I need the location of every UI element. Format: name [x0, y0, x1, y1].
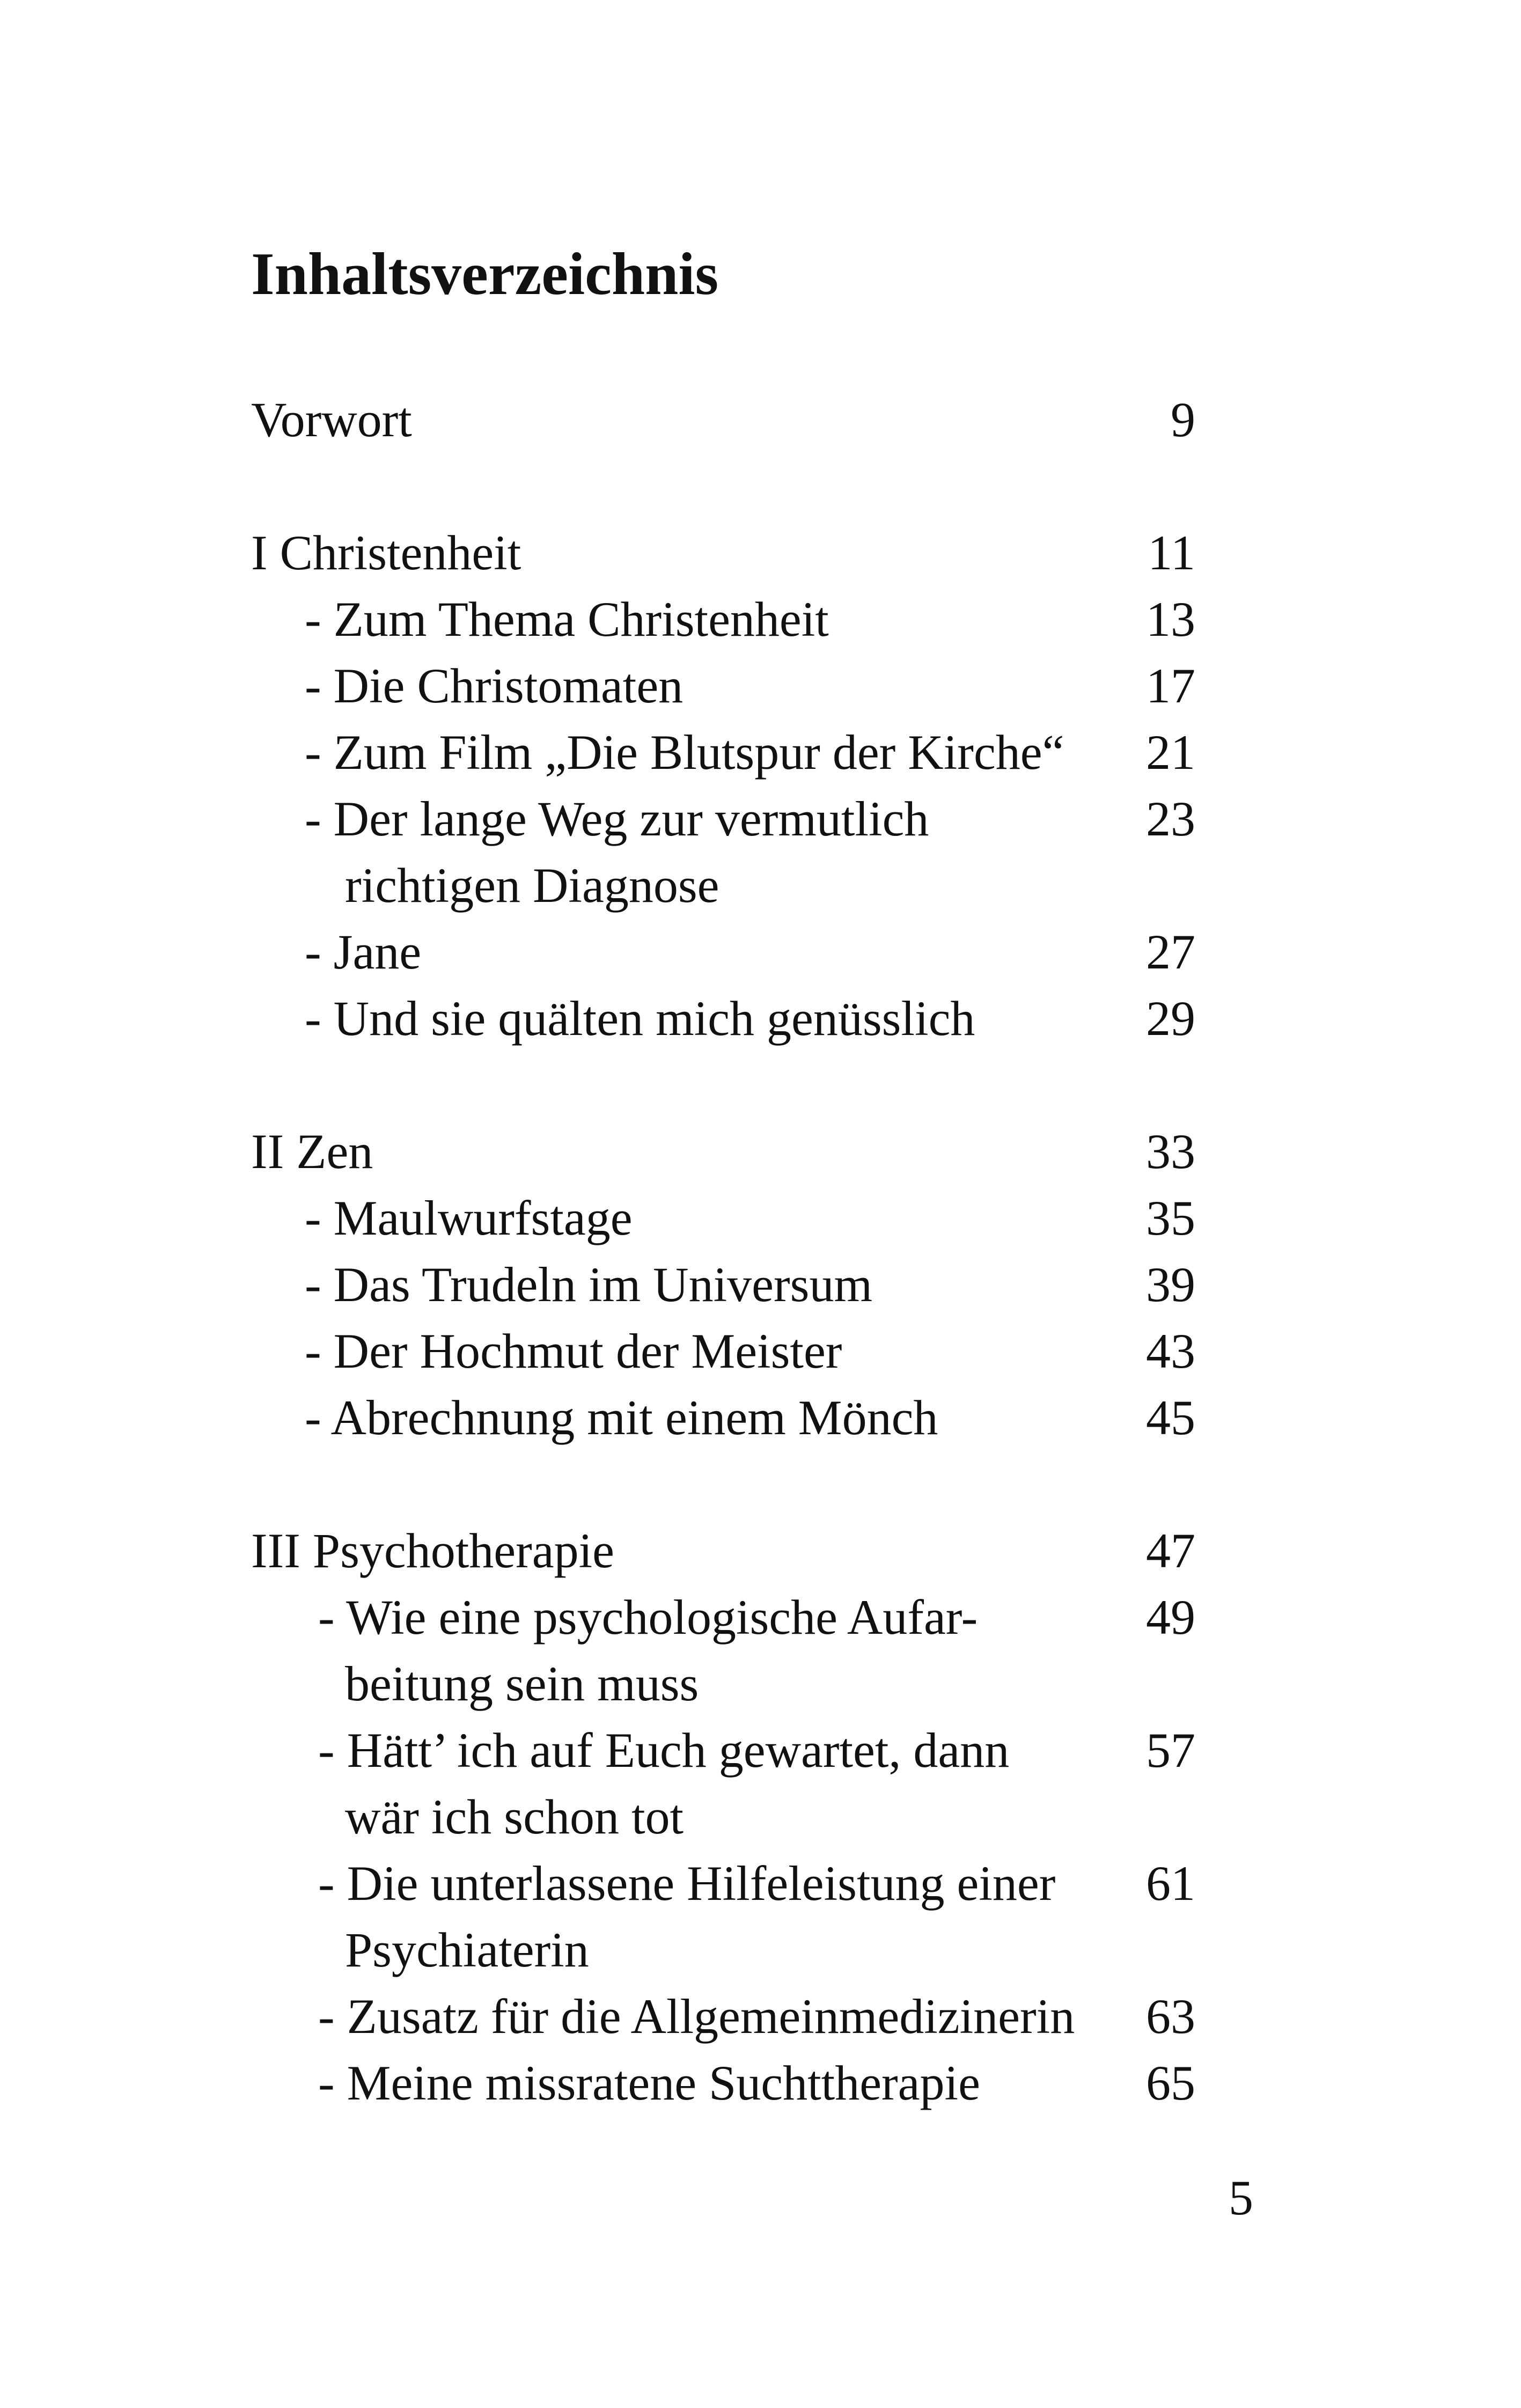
toc-entry-label: - Der lange Weg zur vermutlich: [305, 791, 929, 846]
toc-entry-label-continued: Psychiaterin: [345, 1922, 589, 1977]
toc-entry-label: Vorwort: [251, 392, 412, 447]
toc-section-psychotherapie: [251, 1517, 1195, 1584]
toc-section-label: II Zen: [251, 1124, 373, 1179]
toc-entry-label: - Maulwurfstage: [305, 1191, 633, 1245]
toc-entry-label: - Hätt’ ich auf Euch gewartet, dann: [318, 1723, 1010, 1778]
toc-section-zen: [251, 1118, 1195, 1185]
toc-entry-label: - Und sie quälten mich genüsslich: [305, 991, 975, 1046]
toc-entry: [251, 2050, 1195, 2116]
toc-entry-label: - Meine missratene Suchttherapie: [318, 2055, 980, 2110]
toc-entry-vorwort: [251, 386, 1195, 453]
toc-entry-label: - Die unterlassene Hilfeleistung einer: [318, 1856, 1056, 1911]
toc-entry-label: - Zum Film „Die Blutspur der Kirche“: [305, 725, 1064, 780]
toc-entry-label-continued: richtigen Diagnose: [345, 858, 719, 913]
toc-entry-page: 45: [1146, 1390, 1195, 1445]
toc-entry-continuation: [251, 1650, 1195, 1717]
toc-entry: [251, 1318, 1195, 1384]
toc-entry-label: - Wie eine psychologische Aufar-: [318, 1590, 978, 1645]
toc-entry: [251, 719, 1195, 785]
toc-entry: [251, 1251, 1195, 1318]
toc-entry-label: - Zum Thema Christenheit: [305, 592, 829, 647]
toc-entry-page: 23: [1146, 791, 1195, 846]
page-number: 5: [1229, 2170, 1253, 2225]
toc-section-label: I Christenheit: [251, 525, 521, 580]
toc-entry: [251, 586, 1195, 652]
toc-entry-page: 29: [1146, 991, 1195, 1046]
toc-entry-page: 63: [1146, 1989, 1195, 2044]
toc-section-page: 47: [1146, 1523, 1195, 1578]
toc-entry: [251, 1850, 1195, 1917]
page-title: Inhaltsverzeichnis: [251, 241, 719, 307]
toc-entry-page: 17: [1146, 658, 1195, 713]
toc-entry-label: - Jane: [305, 924, 422, 979]
toc-entry-page: 43: [1146, 1324, 1195, 1378]
toc-section-label: III Psychotherapie: [251, 1523, 614, 1578]
toc-entry-label: - Zusatz für die Allgemeinmedizinerin: [318, 1989, 1075, 2044]
toc-entry-page: 57: [1146, 1723, 1195, 1778]
toc-entry-page: 13: [1146, 592, 1195, 647]
toc-entry-label: - Abrechnung mit einem Mönch: [305, 1390, 938, 1445]
toc-entry-page: 65: [1146, 2055, 1195, 2110]
toc-section-page: 33: [1146, 1124, 1195, 1179]
toc-entry-page: 39: [1146, 1257, 1195, 1312]
toc-entry-label-continued: beitung sein muss: [345, 1656, 699, 1711]
toc-section-christenheit: [251, 519, 1195, 586]
toc-entry-page: 9: [1171, 392, 1195, 447]
toc-entry-continuation: [251, 1783, 1195, 1850]
toc-entry-page: 61: [1146, 1856, 1195, 1911]
toc-section-page: 11: [1148, 525, 1195, 580]
toc-entry: [251, 1717, 1195, 1783]
toc-entry-page: 21: [1146, 725, 1195, 780]
toc-entry-page: 49: [1146, 1590, 1195, 1645]
toc-entry: [251, 985, 1195, 1052]
toc-entry-continuation: [251, 852, 1195, 919]
toc-entry-label: - Das Trudeln im Universum: [305, 1257, 872, 1312]
toc-entry-label: - Der Hochmut der Meister: [305, 1324, 842, 1378]
toc-entry: [251, 1983, 1195, 2050]
toc-entry: [251, 652, 1195, 719]
table-of-contents: [251, 386, 1195, 2116]
toc-entry: [251, 1185, 1195, 1251]
toc-entry: [251, 785, 1195, 852]
toc-entry: [251, 1584, 1195, 1650]
toc-entry-continuation: [251, 1917, 1195, 1983]
toc-entry-label: - Die Christomaten: [305, 658, 684, 713]
toc-entry-label-continued: wär ich schon tot: [345, 1789, 684, 1844]
toc-entry-page: 27: [1146, 924, 1195, 979]
toc-entry: [251, 1384, 1195, 1451]
toc-entry-page: 35: [1146, 1191, 1195, 1245]
toc-entry: [251, 919, 1195, 985]
